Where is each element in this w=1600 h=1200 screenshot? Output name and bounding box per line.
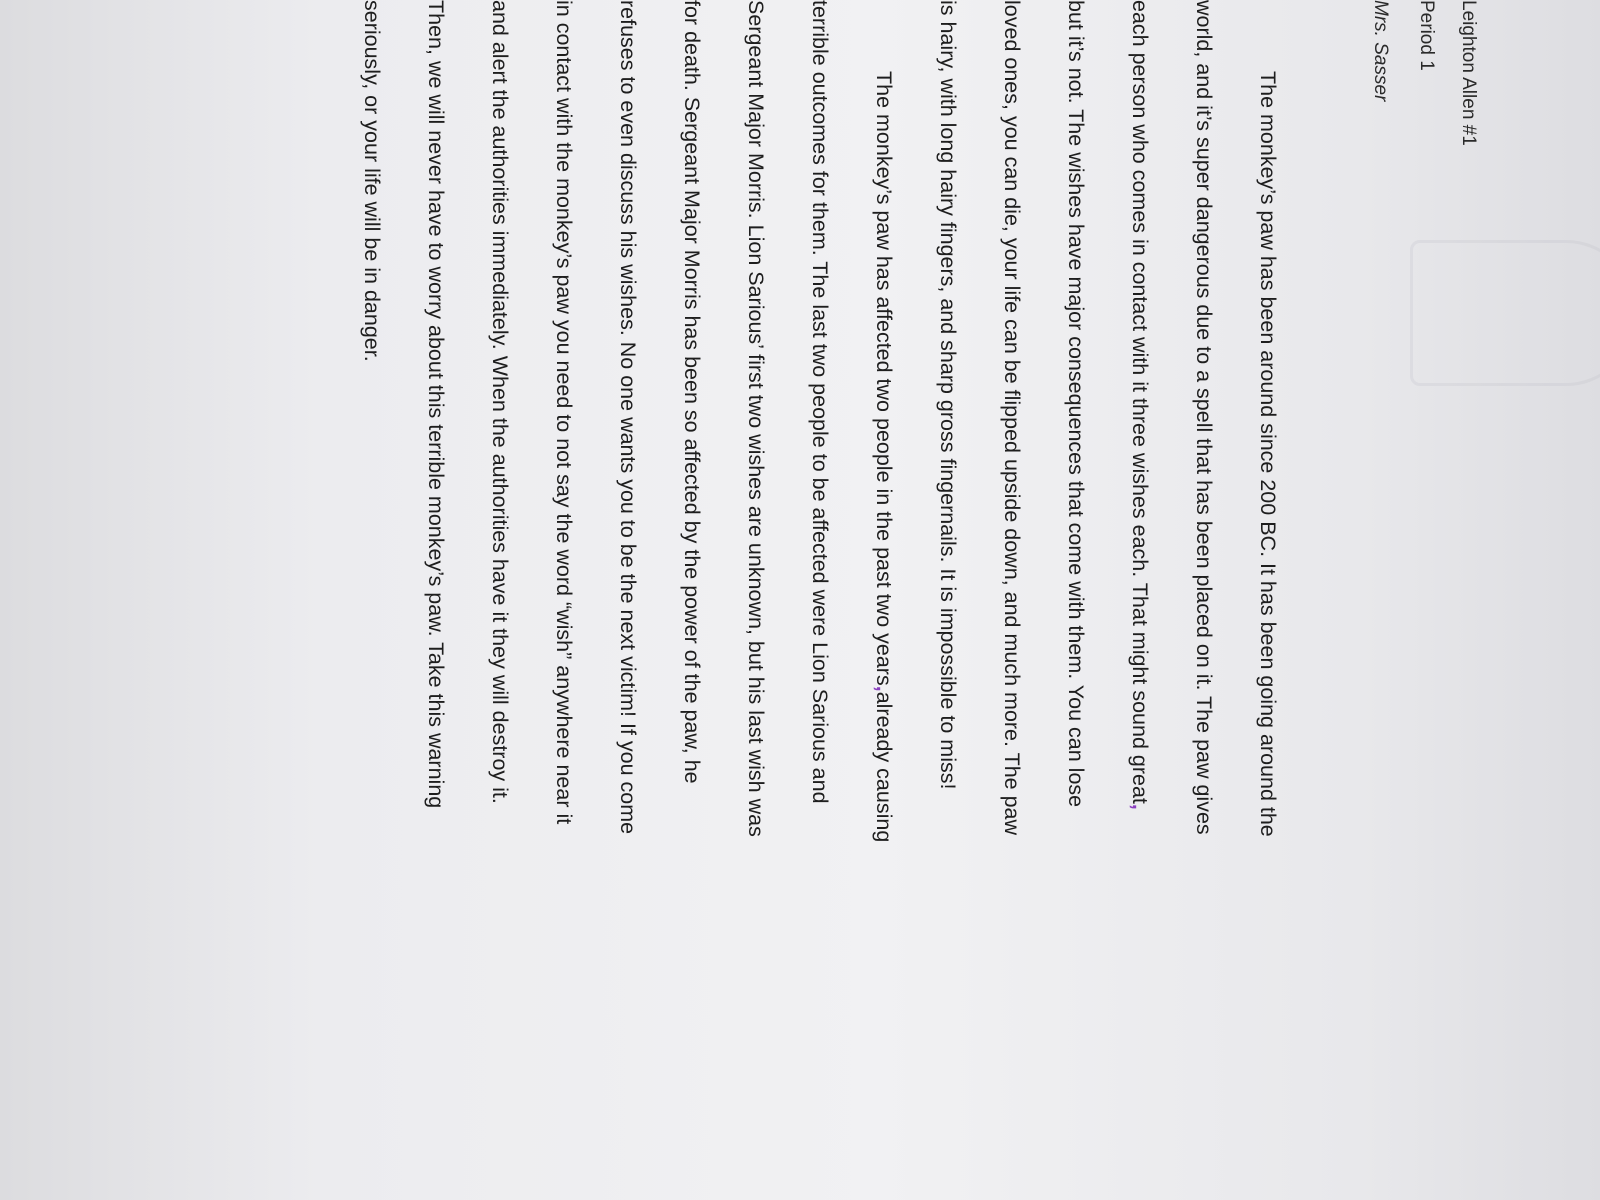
- paragraph-2-line: [852, 0, 916, 1100]
- paragraph-2-line: seriously, or your life will be in danger.: [360, 0, 384, 362]
- essay-body: [340, 0, 1300, 1100]
- paragraph-2-line: in contact with the monkey’s paw you need to not say the word “wish” anywhere near it: [552, 0, 576, 825]
- paragraph-1-line: world, and it’s super dangerous due to a spell that has been placed on it. The paw gives: [1192, 0, 1216, 835]
- paragraph-1-line: loved ones, you can die, your life can be flipped upside down, and much more. The paw: [1000, 0, 1024, 836]
- teacher-name: Mrs. Sasser: [1370, 0, 1391, 102]
- paragraph-1-line: is hairy, with long hairy fingers, and sharp gross fingernails. It is impossible to miss!: [936, 0, 960, 790]
- student-name: Leighton Allen #1: [1458, 0, 1479, 146]
- paragraph-2-line: refuses to even discuss his wishes. No one wants you to be the next victim! If you come: [616, 0, 640, 835]
- paragraph-1: [916, 0, 1300, 1100]
- class-period: Period 1: [1416, 0, 1437, 71]
- paragraph-2-line: terrible outcomes for them. The last two people to be affected were Lion Sarious and: [808, 0, 832, 804]
- paragraph-1-line: The monkey’s paw has been around since 200 BC. It has been going around the: [1256, 71, 1280, 837]
- paragraph-2-line-text: already causing: [872, 691, 896, 843]
- paragraph-1-line-text: each person who comes in contact with it three wishes each. That might sound great: [1128, 0, 1152, 804]
- handwritten-comma-mark: ,: [872, 685, 896, 692]
- paragraph-2: [340, 0, 916, 1100]
- paragraph-2-line: for death. Sergeant Major Morris has been so affected by the power of the paw, he: [680, 0, 704, 784]
- paragraph-1-line: but it’s not. The wishes have major consequences that come with them. You can lose: [1064, 0, 1088, 808]
- paragraph-2-line: and alert the authorities immediately. When the authorities have it they will destroy it.: [488, 0, 512, 804]
- essay-header: [1352, 0, 1482, 900]
- handwritten-comma-mark: ,: [1128, 803, 1152, 810]
- paragraph-2-line: Then, we will never have to worry about this terrible monkey’s paw. Take this warning: [424, 0, 448, 809]
- paragraph-2-line-text: The monkey’s paw has affected two people in the past two years: [872, 71, 896, 686]
- paragraph-2-line: Sergeant Major Morris. Lion Sarious’ first two wishes are unknown, but his last wish was: [744, 0, 768, 837]
- paragraph-1-line: [1108, 0, 1172, 1100]
